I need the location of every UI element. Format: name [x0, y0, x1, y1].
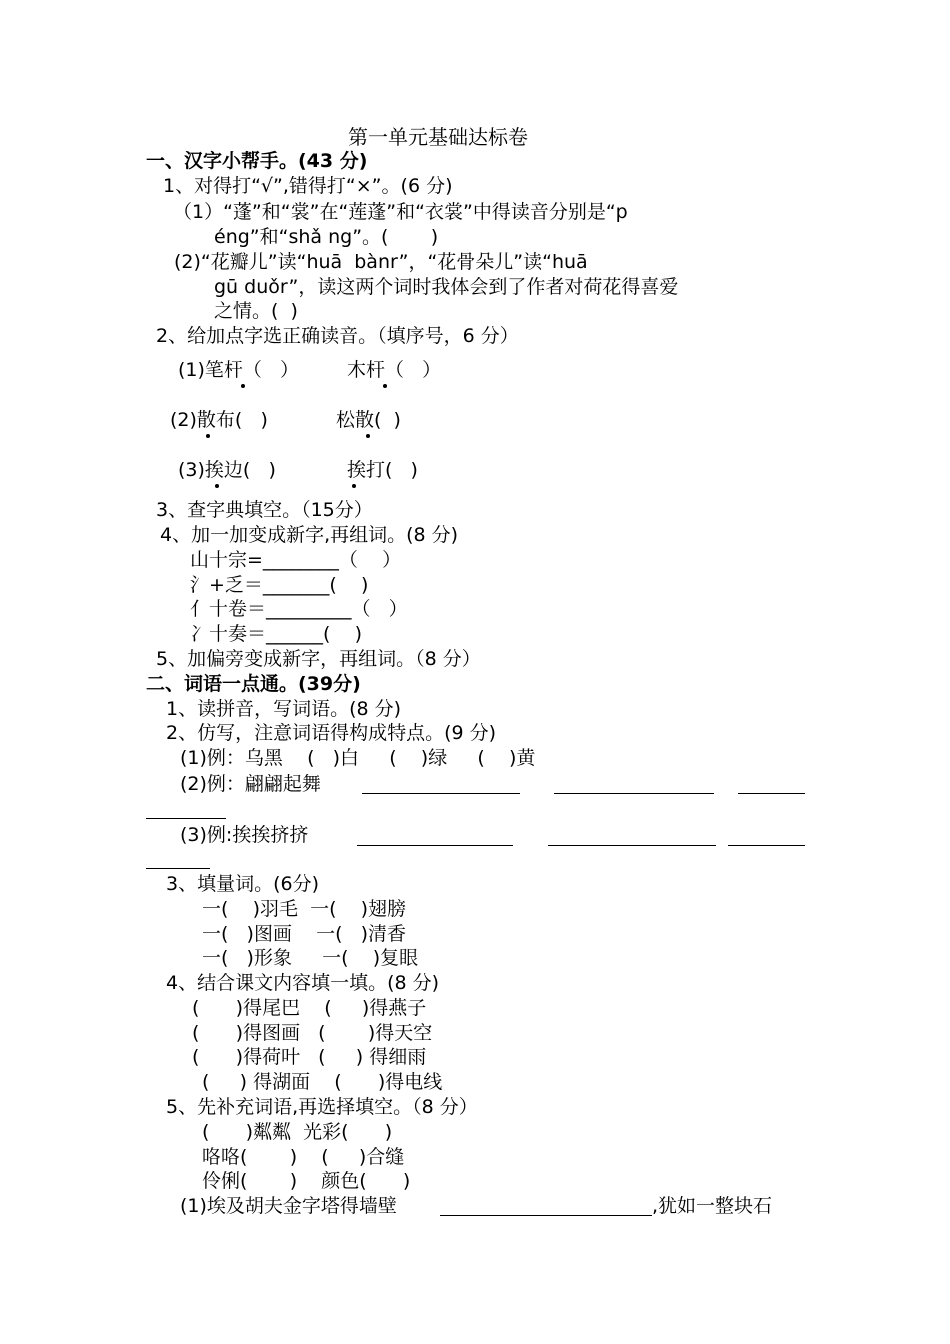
- emphasis-dot: [352, 484, 356, 488]
- q4-line4: 冫十奏＝______( ): [190, 623, 362, 645]
- answer-blank[interactable]: [146, 818, 226, 819]
- emphasis-dot: [215, 484, 219, 488]
- q4-line3: 亻十卷＝_________（ ）: [190, 598, 408, 620]
- answer-blank[interactable]: [357, 845, 513, 846]
- q2-row1-b: 木杆（ ）: [347, 359, 442, 381]
- s2-q1-label: 1、读拼音，写词语。(8 分): [166, 698, 402, 720]
- s2-q3-line2: 一( )图画 一( )清香: [202, 923, 407, 945]
- answer-blank[interactable]: [728, 845, 805, 846]
- answer-blank[interactable]: [554, 793, 714, 794]
- answer-blank[interactable]: [440, 1215, 652, 1216]
- answer-blank[interactable]: [548, 845, 716, 846]
- q2-label: 2、给加点字选正确读音。（填序号，6 分）: [156, 325, 519, 347]
- s2-q2-example3: (3)例:挨挨挤挤: [180, 824, 309, 846]
- s2-q5-line1: ( )粼粼 光彩( ): [202, 1121, 393, 1143]
- worksheet-title: 第一单元基础达标卷: [348, 125, 528, 149]
- q1-label: 1、对得打“√”,错得打“×”。(6 分): [163, 175, 453, 197]
- s2-q5-line4-end: ,犹如一整块石: [652, 1195, 773, 1217]
- q4-label: 4、加一加变成新字,再组词。(8 分): [160, 524, 459, 546]
- q1-p2-line3: 之情。( ): [214, 300, 298, 322]
- q2-row2-a: (2)散布( ): [170, 409, 268, 431]
- s2-q2-example1: (1)例：乌黑 ( )白 ( )绿 ( )黄: [180, 747, 536, 769]
- answer-blank[interactable]: [362, 793, 520, 794]
- q1-p1-line1: （1）“蓬”和“裳”在“莲蓬”和“衣裳”中得读音分别是“p: [173, 201, 628, 223]
- q5-label: 5、加偏旁变成新字，再组词。（8 分）: [156, 648, 481, 670]
- q2-row3-a: (3)挨边( ): [178, 459, 276, 481]
- q3-label: 3、查字典填空。（15分）: [156, 499, 373, 521]
- q2-row3-b: 挨打( ): [347, 459, 418, 481]
- q1-p2-line1: (2)“花瓣儿”读“huā bànr”，“花骨朵儿”读“huā: [174, 251, 588, 273]
- answer-blank[interactable]: [738, 793, 805, 794]
- emphasis-dot: [241, 384, 245, 388]
- s2-q3-line1: 一( )羽毛 一( )翅膀: [202, 898, 407, 920]
- s2-q4-line3: ( )得荷叶 ( ) 得细雨: [192, 1046, 427, 1068]
- s2-q4-line2: ( )得图画 ( )得天空: [192, 1022, 433, 1044]
- q2-row2-b: 松散( ): [336, 409, 401, 431]
- s2-q2-example2: (2)例：翩翩起舞: [180, 773, 321, 795]
- s2-q4-line4: ( ) 得湖面 ( )得电线: [202, 1071, 443, 1093]
- s2-q5-line4: (1)埃及胡夫金字塔得墙壁: [180, 1195, 397, 1217]
- section2-heading: 二、词语一点通。(39分): [146, 673, 361, 695]
- s2-q3-line3: 一( )形象 一( )复眼: [202, 947, 419, 969]
- s2-q5-label: 5、先补充词语,再选择填空。（8 分）: [166, 1096, 478, 1118]
- answer-blank[interactable]: [146, 868, 210, 869]
- emphasis-dot: [383, 384, 387, 388]
- s2-q4-line1: ( )得尾巴 ( )得燕子: [192, 997, 427, 1019]
- q4-line1: 山十宗=________（ ）: [190, 549, 402, 571]
- q1-p2-line2: gū duǒr”，读这两个词时我体会到了作者对荷花得喜爱: [214, 276, 679, 298]
- section1-heading: 一、汉字小帮手。(43 分): [146, 150, 368, 172]
- s2-q5-line3: 伶俐( ) 颜色( ): [202, 1170, 411, 1192]
- s2-q4-label: 4、结合课文内容填一填。(8 分): [166, 972, 440, 994]
- s2-q3-label: 3、填量词。(6分): [166, 873, 320, 895]
- s2-q2-label: 2、仿写，注意词语得构成特点。(9 分): [166, 722, 497, 744]
- q1-p1-line2: éng”和“shǎ ng”。( ): [214, 226, 439, 248]
- q2-row1-a: (1)笔杆（ ）: [178, 359, 300, 381]
- s2-q5-line2: 咯咯( ) ( )合缝: [202, 1146, 405, 1168]
- q4-line2: 氵+乏＝_______( ): [190, 574, 369, 596]
- emphasis-dot: [206, 434, 210, 438]
- emphasis-dot: [366, 434, 370, 438]
